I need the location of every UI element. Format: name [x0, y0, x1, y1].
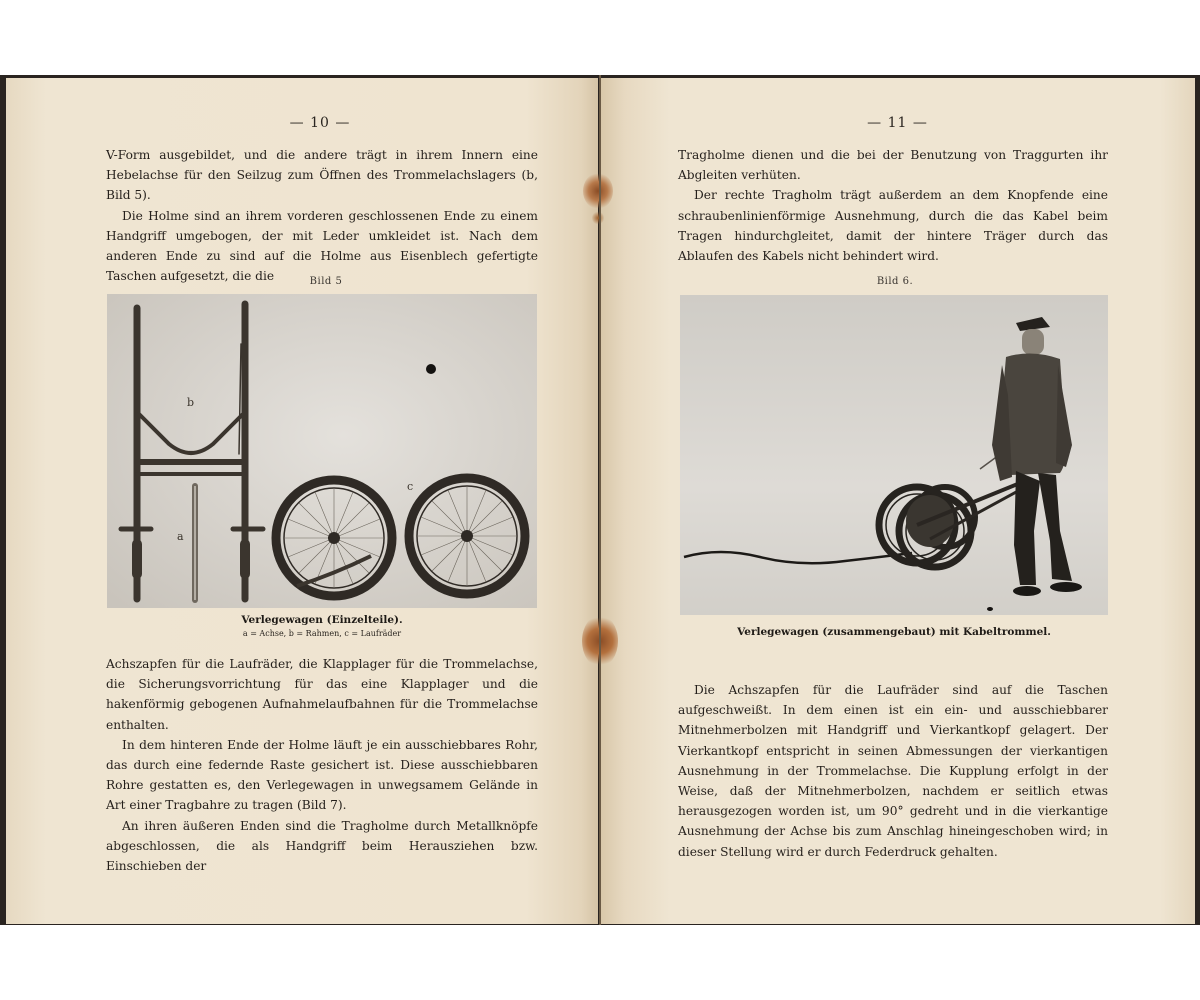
figure-5-photo: [107, 294, 537, 608]
right-page: [600, 78, 1195, 924]
rust-stain-small: [592, 211, 604, 225]
figure-5-caption-legend: a = Achse, b = Rahmen, c = Laufräder: [242, 629, 402, 638]
left-bottom-paragraph-1: Achszapfen für die Laufräder, die Klapplager für die Trommelachse, die Sicherungsvorrichtung für das eine Klapplager und die hakenförmig gebogenen Aufnahmelaufbahnen für die Trommelachse enthalten.: [106, 657, 538, 732]
right-top-paragraph-1: Tragholme dienen und die bei der Benutzung von Traggurten ihr Abgleiten verhüten.: [678, 148, 1108, 183]
figure-5-letter-c: c: [407, 480, 414, 493]
left-page: [6, 78, 598, 924]
figure-5-letter-b: b: [187, 396, 195, 409]
figure-5-letter-a: a: [177, 530, 184, 543]
right-top-text: [678, 145, 1108, 266]
figure-5-caption: Verlegewagen (Einzelteile).: [241, 614, 403, 626]
right-figure-label: Bild 6.: [876, 276, 914, 287]
book-gutter: [599, 75, 601, 925]
left-top-paragraph-1: V-Form ausgebildet, und die andere trägt in ihrem Innern eine Hebelachse für den Seilzug zum Öffnen des Trommelachslagers (b, Bild 5).: [106, 148, 538, 203]
left-top-text: [106, 145, 538, 286]
left-bottom-paragraph-2: In dem hinteren Ende der Holme läuft je ein ausschiebbares Rohr, das durch eine federnde Raste gesichert ist. Diese ausschiebbaren Rohre gestatten es, den Verlegewagen in unwegsamem Gelände in Art einer Tragbahre zu tragen (Bild 7).: [106, 737, 538, 813]
right-page-number: — 11 —: [867, 115, 928, 131]
right-bottom-text: [678, 680, 1108, 862]
left-top-paragraph-2: Die Holme sind an ihrem vorderen geschlossenen Ende zu einem Handgriff umgebogen, der mit Leder umkleidet ist. Nach dem anderen Ende zu sind auf die Holme aus Eisenblech gefertigte Taschen aufgesetzt, die die: [106, 208, 538, 284]
figure-5-drawing: [107, 294, 537, 608]
left-bottom-text: [106, 654, 538, 876]
left-bottom-paragraph-3: An ihren äußeren Enden sind die Tragholme durch Metallknöpfe abgeschlossen, die als Handgriff beim Herausziehen bzw. Einschieben der: [106, 818, 538, 874]
figure-6-photo: [680, 295, 1108, 615]
figure-6-caption: Verlegewagen (zusammengebaut) mit Kabeltrommel.: [737, 626, 1051, 638]
right-bottom-paragraph-1: Die Achszapfen für die Laufräder sind auf die Taschen aufgeschweißt. In dem einen ist ein ein- und ausschiebbarer Mitnehmerbolzen mit Handgriff und Vierkantkopf gelagert. Der Vierkantkopf entspricht in seinen Abmessungen der vierkantigen Ausnehmung in der Trommelachse. Die Kupplung erfolgt in der Weise, daß der Mitnehmerbolzen, nachdem er seitlich etwas herausgezogen worden ist, um 90° gedreht und in die vierkantige Ausnehmung der Achse bis zum Anschlag hineingeschoben wird; in dieser Stellung wird er durch Federdruck gehalten.: [678, 683, 1108, 859]
figure-6-drawing: [680, 295, 1108, 615]
right-top-paragraph-2: Der rechte Tragholm trägt außerdem an dem Knopfende eine schraubenlinienförmige Ausnehmung, durch die das Kabel beim Tragen hindurchgleitet, damit der hintere Träger durch das Ablaufen des Kabels nicht behindert wird.: [678, 188, 1108, 264]
rust-stain-top: [583, 173, 613, 209]
left-page-number: — 10 —: [289, 115, 351, 131]
open-book: [0, 75, 1200, 925]
left-figure-label: Bild 5: [309, 276, 343, 287]
